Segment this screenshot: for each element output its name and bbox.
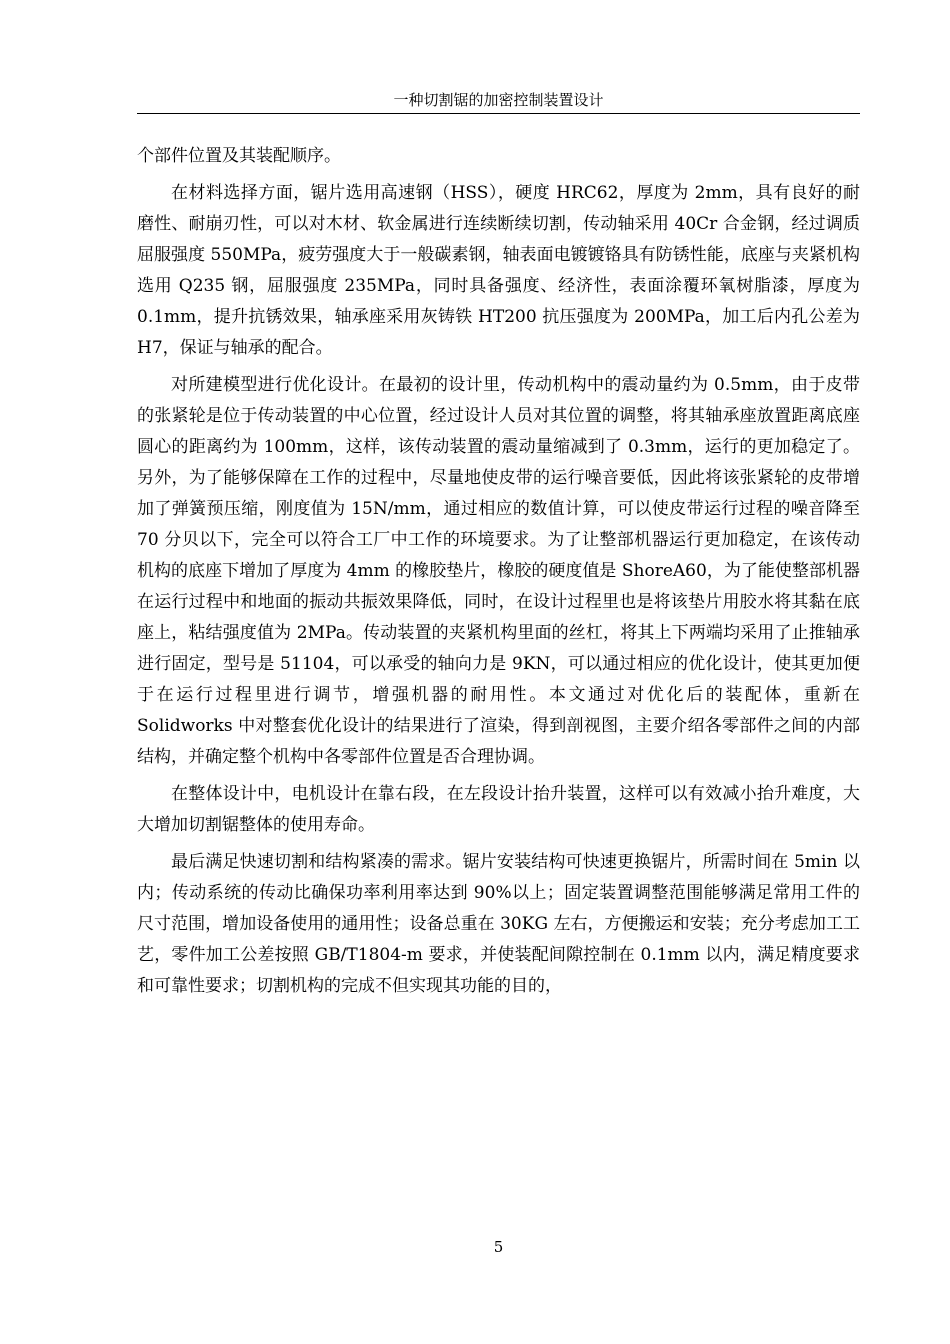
page-header-title: 一种切割锯的加密控制装置设计 <box>393 91 604 109</box>
paragraph-material-selection: 在材料选择方面，锯片选用高速钢（HSS），硬度 HRC62，厚度为 2mm，具有良好的耐磨性、耐崩刃性，可以对木材、软金属进行连续断续切割，传动轴采用 40Cr 合金钢，经过调质屈服强度 550MPa，疲劳强度大于一般碳素钢，轴表面电镀镀铬具有防锈性能，底座与夹紧机构选用 Q235 钢，屈服强度 235MPa，同时具备强度、经济性，表面涂覆环氧树脂漆，厚度为 0.1mm，提升抗锈效果，轴承座采用灰铸铁 HT200 抗压强度为 200MPa，加工后内孔公差为 H7，保证与轴承的配合。 <box>137 183 860 358</box>
header-divider <box>137 113 860 114</box>
paragraph-overall-design: 在整体设计中，电机设计在靠右段，在左段设计抬升装置，这样可以有效减小抬升难度，大大增加切割锯整体的使用寿命。 <box>137 784 860 835</box>
paragraph-continuation: 个部件位置及其装配顺序。 <box>137 146 341 166</box>
page-number: 5 <box>493 1238 504 1256</box>
document-body <box>137 141 860 1008</box>
paragraph-requirements: 最后满足快速切割和结构紧凑的需求。锯片安装结构可快速更换锯片，所需时间在 5min 以内；传动系统的传动比确保功率利用率达到 90%以上；固定装置调整范围能够满足常用工件的尺寸范围，增加设备使用的通用性；设备总重在 30KG 左右，方便搬运和安装；充分考虑加工工艺，零件加工公差按照 GB/T1804-m 要求，并使装配间隙控制在 0.1mm 以内，满足精度要求和可靠性要求；切割机构的完成不但实现其功能的目的， <box>137 852 860 996</box>
paragraph-optimization: 对所建模型进行优化设计。在最初的设计里，传动机构中的震动量约为 0.5mm，由于皮带的张紧轮是位于传动装置的中心位置，经过设计人员对其位置的调整，将其轴承座放置距离底座圆心的距离约为 100mm，这样，该传动装置的震动量缩减到了 0.3mm，运行的更加稳定了。另外，为了能够保障在工作的过程中，尽量地使皮带的运行噪音要低，因此将该张紧轮的皮带增加了弹簧预压缩，刚度值为 15N/mm，通过相应的数值计算，可以使皮带运行过程的噪音降至 70 分贝以下，完全可以符合工厂中工作的环境要求。为了让整部机器运行更加稳定，在该传动机构的底座下增加了厚度为 4mm 的橡胶垫片，橡胶的硬度值是 ShoreA60，为了能使整部机器在运行过程中和地面的振动共振效果降低，同时，在设计过程里也是将该垫片用胶水将其黏在底座上，粘结强度值为 2MPa。传动装置的夹紧机构里面的丝杠，将其上下两端均采用了止推轴承进行固定，型号是 51104，可以承受的轴向力是 9KN，可以通过相应的优化设计，使其更加便于在运行过程里进行调节，增强机器的耐用性。本文通过对优化后的装配体，重新在 Solidworks 中对整套优化设计的结果进行了渲染，得到剖视图，主要介绍各零部件之间的内部结构，并确定整个机构中各零部件位置是否合理协调。 <box>137 375 860 767</box>
